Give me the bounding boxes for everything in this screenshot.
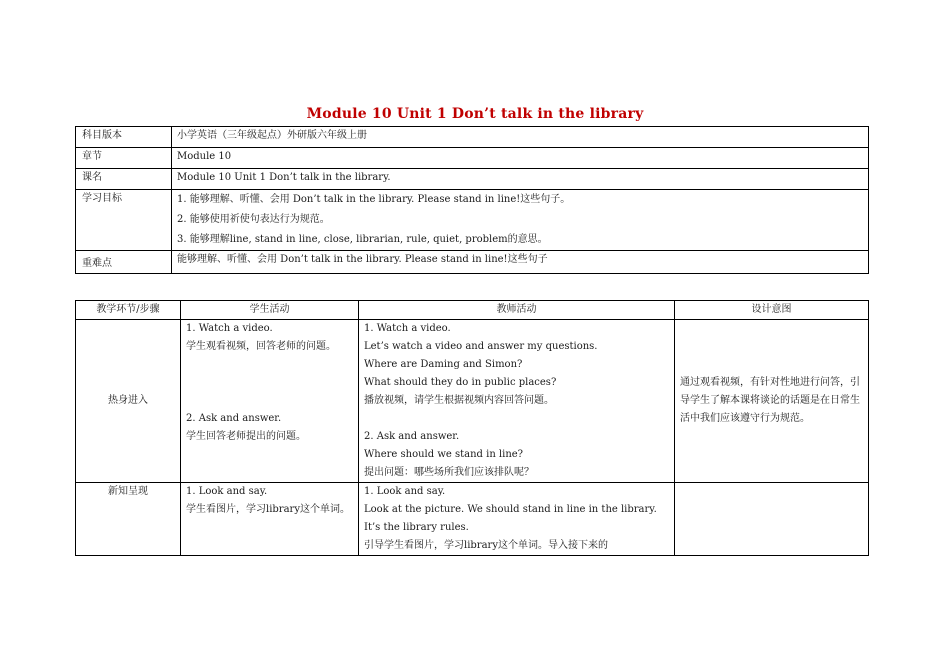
teacher-line: Look at the picture. We should stand in line in the library. It’s the library rules. xyxy=(364,504,657,533)
objective-item: 3. 能够理解line, stand in line, close, librarian, rule, quiet, problem的意思。 xyxy=(177,234,548,245)
plan-header-row xyxy=(76,301,869,320)
teacher-line: Where are Daming and Simon? xyxy=(364,359,523,370)
header-intent: 设计意图 xyxy=(675,301,869,320)
teacher-line: 播放视频，请学生根据视频内容回答问题。 xyxy=(364,395,554,406)
teacher-line: 1. Watch a video. xyxy=(364,323,451,334)
student-line: 1. Watch a video. xyxy=(186,323,273,334)
teacher-line: What should they do in public places? xyxy=(364,377,557,388)
document-title: Module 10 Unit 1 Don’t talk in the library xyxy=(306,106,644,122)
teaching-plan-table xyxy=(75,300,869,556)
header-teacher: 教师活动 xyxy=(359,301,675,320)
teacher-line: 提出问题：哪些场所我们应该排队呢？ xyxy=(364,467,534,478)
course-info-table xyxy=(75,126,869,274)
design-intent xyxy=(675,483,869,556)
info-value: Module 10 xyxy=(172,148,869,169)
header-step: 教学环节/步骤 xyxy=(76,301,181,320)
step-name: 新知呈现 xyxy=(76,483,181,556)
info-row-subject xyxy=(76,127,869,148)
objective-item: 2. 能够使用祈使句表达行为规范。 xyxy=(177,214,330,225)
info-row-chapter xyxy=(76,148,869,169)
teacher-line: Let’s watch a video and answer my questions. xyxy=(364,341,598,352)
header-student: 学生活动 xyxy=(181,301,359,320)
student-line: 学生回答老师提出的问题。 xyxy=(186,431,306,442)
info-label: 课名 xyxy=(76,169,172,190)
info-row-objectives xyxy=(76,190,869,251)
teacher-line: Where should we stand in line? xyxy=(364,449,524,460)
teacher-line: 2. Ask and answer. xyxy=(364,431,460,442)
info-label: 科目版本 xyxy=(76,127,172,148)
info-label: 章节 xyxy=(76,148,172,169)
info-label: 学习目标 xyxy=(76,190,172,251)
info-value: Module 10 Unit 1 Don’t talk in the library. xyxy=(172,169,869,190)
student-activity xyxy=(181,320,359,483)
student-line: 学生看图片，学习library这个单词。 xyxy=(186,504,350,515)
info-row-key-points xyxy=(76,251,869,274)
info-label: 重难点 xyxy=(76,251,172,274)
teacher-activity xyxy=(359,483,675,556)
plan-row-new-knowledge xyxy=(76,483,869,556)
objectives-list xyxy=(172,190,869,251)
info-row-lesson xyxy=(76,169,869,190)
info-value: 能够理解、听懂、会用 Don’t talk in the library. Please stand in line!这些句子 xyxy=(172,251,869,274)
info-value: 小学英语（三年级起点）外研版六年级上册 xyxy=(172,127,869,148)
student-activity xyxy=(181,483,359,556)
teacher-line: 1. Look and say. xyxy=(364,486,446,497)
objective-item: 1. 能够理解、听懂、会用 Don’t talk in the library. Please stand in line!这些句子。 xyxy=(177,194,571,205)
step-name: 热身进入 xyxy=(76,320,181,483)
student-line: 2. Ask and answer. xyxy=(186,413,282,424)
design-intent: 通过观看视频，有针对性地进行问答，引导学生了解本课将谈论的话题是在日常生活中我们应该遵守行为规范。 xyxy=(675,320,869,483)
student-line: 学生观看视频，回答老师的问题。 xyxy=(186,341,336,352)
teacher-line: 引导学生看图片，学习library这个单词。导入接下来的 xyxy=(364,540,608,551)
teacher-activity xyxy=(359,320,675,483)
student-line: 1. Look and say. xyxy=(186,486,268,497)
plan-row-warmup xyxy=(76,320,869,483)
